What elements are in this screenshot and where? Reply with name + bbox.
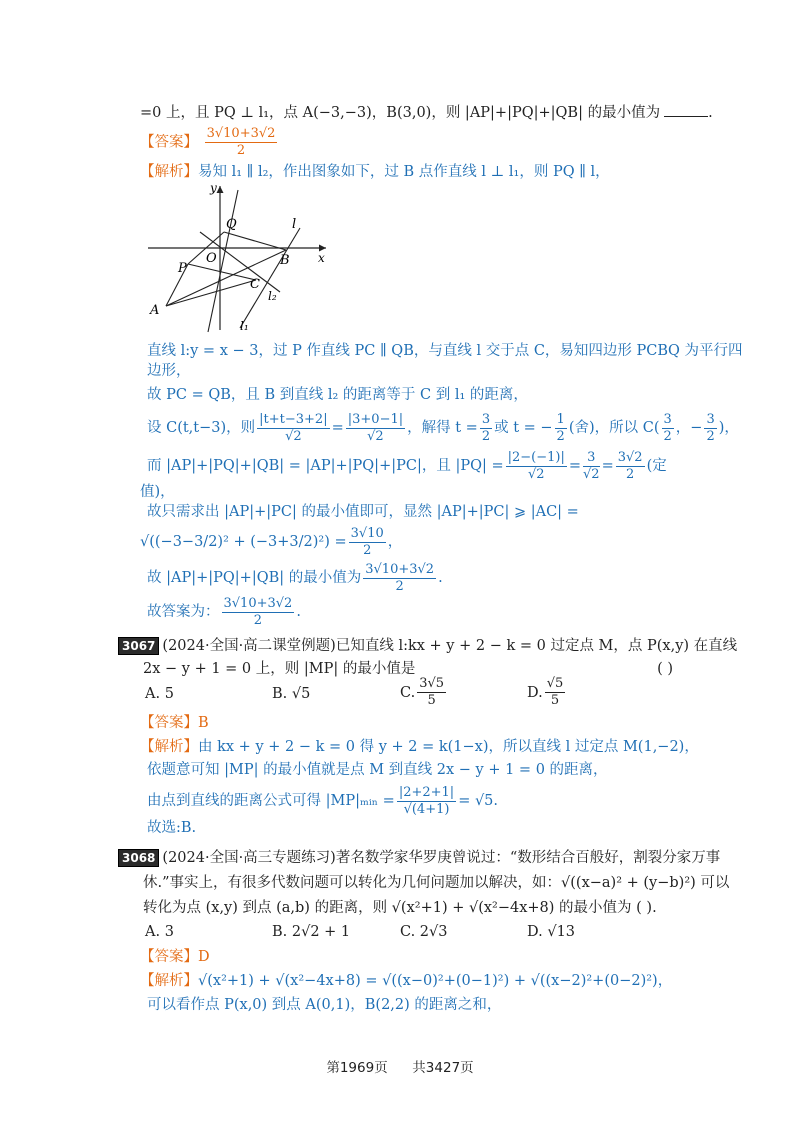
analysis-3068-1: 【解析】√(x²+1) + √(x²−4x+8) = √((x−0)²+(0−1)²) + √((x−2)²+(0−2)²)， <box>140 973 673 989</box>
solution-line-3: 故 PC = QB，且 B 到直线 l₂ 的距离等于 C 到 l₁ 的距离， <box>147 387 528 403</box>
option-d-3068: D. √13 <box>527 924 576 940</box>
label-P: P <box>178 261 187 276</box>
segment-AC <box>166 280 256 306</box>
question-3067-stem-1: 3067 (2024·全国·高二课堂例题)已知直线 l:kx + y + 2 − k = 0 过定点 M，点 P(x,y) 在直线 <box>118 636 737 656</box>
analysis-intro: 【解析】易知 l₁ ∥ l₂，作出图象如下，过 B 点作直线 l ⊥ l₁，则 PQ ∥ l， <box>140 164 610 180</box>
option-b: B. √5 <box>272 686 311 702</box>
answer-row-3068: 【答案】D <box>140 949 210 965</box>
solution-line-9: 故 |AP|+|PQ|+|QB| 的最小值为 $\frac{3√10+3√2}{2}$ . <box>147 561 443 594</box>
solution-line-1: 直线 l:y = x − 3，过 P 作直线 PC ∥ QB，与直线 l 交于点 C，易知四边形 PCBQ 为平行四 <box>147 343 743 359</box>
label-A: A <box>150 303 160 318</box>
analysis-3067-1: 【解析】由 kx + y + 2 − k = 0 得 y + 2 = k(1−x)，所以直线 l 过定点 M(1,−2)， <box>140 739 699 755</box>
option-a-3068: A. 3 <box>145 924 174 940</box>
option-a: A. 5 <box>145 686 174 702</box>
question-stem-tail: =0 上，且 PQ ⊥ l₁，点 A(−3,−3)，B(3,0)，则 |AP|+|PQ|+|QB| 的最小值为 . <box>140 105 713 121</box>
label-C: C <box>250 277 260 292</box>
question-3067-stem-2: 2x − y + 1 = 0 上，则 |MP| 的最小值是 ( ) <box>143 661 673 677</box>
answer-row-3067: 【答案】B <box>140 715 209 731</box>
question-number: 3067 <box>118 637 159 655</box>
question-3068-stem-2: 休.”事实上，有很多代数问题可以转化为几何问题加以解决，如：√((x−a)² + (y−b)²) 可以 <box>143 875 730 891</box>
solution-line-6: 值)， <box>140 484 175 500</box>
page-number: 第1969页 <box>326 1060 388 1076</box>
analysis-3067-2: 依题意可知 |MP| 的最小值就是点 M 到直线 2x − y + 1 = 0 的距离， <box>147 762 608 778</box>
label-l: l <box>292 217 297 232</box>
answer-label: 【答案】 <box>140 134 198 151</box>
option-b-3068: B. 2√2 + 1 <box>272 924 351 940</box>
analysis-label: 【解析】 <box>140 164 198 180</box>
answer-paren: ( ) <box>657 661 673 677</box>
label-y: y <box>210 181 217 195</box>
label-x: x <box>318 251 325 265</box>
solution-line-10: 故答案为： $\frac{3√10+3√2}{2}$ . <box>147 595 301 628</box>
solution-line-7: 故只需求出 |AP|+|PC| 的最小值即可，显然 |AP|+|PC| ⩾ |AC| = <box>147 504 579 520</box>
analysis-3067-3: 由点到直线的距离公式可得 |MP|ₘᵢₙ = $\frac{|2+2+1|}{√(4+1)}$ = √5. <box>147 784 499 817</box>
page-total: 共3427页 <box>412 1060 474 1076</box>
label-B: B <box>280 253 290 268</box>
solution-line-8: √((−3−3/2)² + (−3+3/2)²) = $\frac{3√10}{2}$ ， <box>140 525 403 558</box>
label-l2: l₂ <box>268 289 277 303</box>
question-number: 3068 <box>118 849 159 867</box>
answer-blank <box>664 104 708 117</box>
label-Q: Q <box>226 217 237 232</box>
segment-QB <box>224 232 286 250</box>
question-3068-stem-3: 转化为点 (x,y) 到点 (a,b) 的距离，则 √(x²+1) + √(x²−4x+8) 的最小值为 ( ). <box>143 900 657 916</box>
option-c-3068: C. 2√3 <box>400 924 448 940</box>
option-d: D. $\frac{√5}{5}$ <box>527 676 564 708</box>
label-l1: l₁ <box>240 319 249 333</box>
answer-row <box>140 126 279 159</box>
question-3068-stem-1: 3068 (2024·全国·高三专题练习)著名数学家华罗庚曾说过：“数形结合百般好，割裂分家万事 <box>118 848 720 868</box>
option-c: C. $\frac{3√5}{5}$ <box>400 676 445 708</box>
solution-line-4: 设 C(t,t−3)，则 $\frac{|t+t-3+2|}{√2}$ = $\frac{|3+0-1|}{√2}$ ，解得 t = $\frac{3}{2}$ 或 t = − $\frac{1}{2}$ (舍)，所以 C( $\frac{3}{2}$ ，− $\frac{3}{2}$ )， <box>147 411 739 444</box>
label-O: O <box>206 251 217 266</box>
page-footer <box>0 1056 800 1076</box>
analysis-3067-4: 故选:B. <box>147 820 197 836</box>
geometry-figure <box>140 180 340 340</box>
analysis-3068-2: 可以看作点 P(x,0) 到点 A(0,1)，B(2,2) 的距离之和， <box>147 997 502 1013</box>
solution-line-5: 而 |AP|+|PQ|+|QB| = |AP|+|PQ|+|PC|，且 |PQ| = $\frac{|2-(-1)|}{√2}$ = $\frac{3}{√2}$ = $\frac{3√2}{2}$ (定 <box>147 449 667 482</box>
answer-fraction: $\frac{3√10+3√2}{2}$ <box>206 126 276 158</box>
solution-line-2: 边形， <box>147 363 191 379</box>
